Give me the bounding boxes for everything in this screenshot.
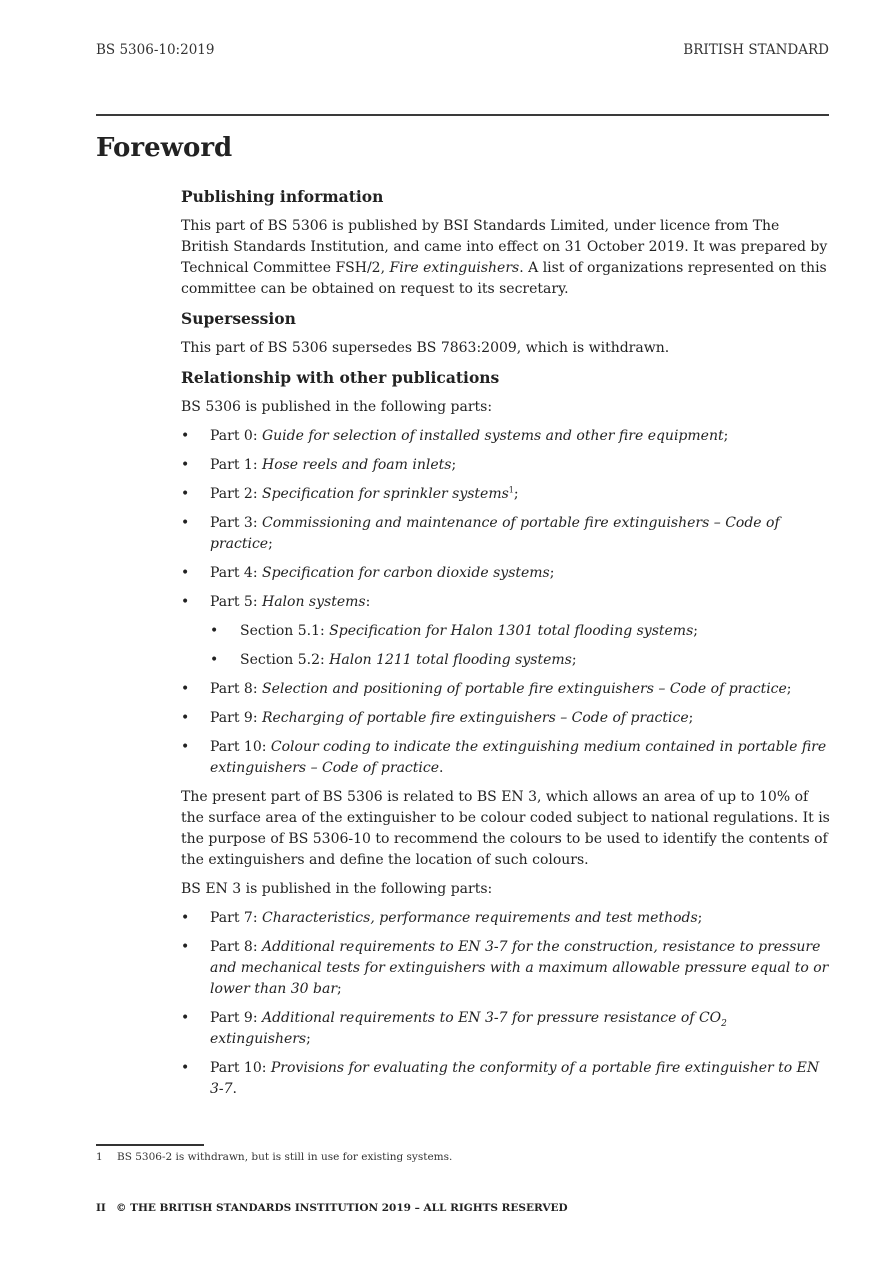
footnote <box>96 1151 452 1163</box>
committee-name: Fire extinguishers <box>389 260 520 276</box>
list-punctuation: . <box>439 760 444 776</box>
list-punctuation: ; <box>723 428 729 444</box>
header-divider <box>96 114 829 116</box>
part-number: Part 9: <box>210 1010 262 1026</box>
part-number: Part 1: <box>210 457 262 473</box>
part-title: Specification for sprinkler systems <box>261 486 509 502</box>
part-number: Part 0: <box>210 428 262 444</box>
part-number: Part 10: <box>210 739 271 755</box>
list-item <box>181 426 831 447</box>
supersession-heading: Supersession <box>181 309 296 328</box>
bs5306-parts-list <box>181 426 831 779</box>
halon-sections-list <box>210 621 831 671</box>
part-number: Part 8: <box>210 681 262 697</box>
page-number: II <box>96 1202 106 1214</box>
footnote-number: 1 <box>96 1151 103 1163</box>
part-number: Part 8: <box>210 939 262 955</box>
bs5306-parts-intro: BS 5306 is published in the following parts: <box>181 399 493 415</box>
part-number: Part 2: <box>210 486 262 502</box>
list-item <box>181 937 831 1000</box>
list-punctuation: ; <box>693 623 698 639</box>
footnote-text: BS 5306-2 is withdrawn, but is still in use for existing systems. <box>117 1151 453 1163</box>
list-punctuation: ; <box>786 681 792 697</box>
list-item <box>181 513 831 555</box>
list-item <box>181 563 831 584</box>
list-item <box>210 650 831 671</box>
en3-relationship-paragraph: The present part of BS 5306 is related to BS EN 3, which allows an area of up to 10% of the surface area of the extinguisher to be colour coded subject to national regulations. It is the purpose of BS 5306-10 to recommend the colours to be used to identify the contents of the extinguishers and define the location of such colours. <box>181 789 830 868</box>
part-title: Characteristics, performance requirements and test methods <box>261 910 698 926</box>
list-punctuation: ; <box>571 652 577 668</box>
list-punctuation: : <box>365 594 371 610</box>
header-standard-label: BRITISH STANDARD <box>683 42 829 58</box>
part-title: Specification for carbon dioxide systems <box>261 565 550 581</box>
page-footer <box>96 1202 568 1214</box>
publishing-text-2: . A list of organizations represented on this committee can be obtained on request to its secretary. <box>181 260 827 297</box>
publishing-paragraph <box>181 216 831 300</box>
publishing-heading: Publishing information <box>181 187 384 206</box>
section-number: Section 5.2: <box>240 652 330 668</box>
list-punctuation: ; <box>697 910 703 926</box>
part-title: Selection and positioning of portable fire extinguishers – Code of practice <box>261 681 787 697</box>
part-title-continued: extinguishers <box>210 1031 307 1047</box>
header-document-id: BS 5306-10:2019 <box>96 42 215 58</box>
publishing-text-1: This part of BS 5306 is published by BSI Standards Limited, under licence from The British Standards Institution, and came into effect on 31 October 2019. It was prepared by Technical Committee FSH/2, <box>181 218 828 276</box>
footnote-divider <box>96 1144 204 1146</box>
part-title: Additional requirements to EN 3-7 for pressure resistance of CO <box>261 1010 722 1026</box>
list-punctuation: . <box>232 1081 237 1097</box>
list-punctuation: ; <box>268 536 273 552</box>
part-title: Halon systems <box>261 594 366 610</box>
part-title: Additional requirements to EN 3-7 for the construction, resistance to pressure and mechanical tests for extinguishers with a maximum allowable pressure equal to or lower than 30 bar <box>210 939 829 997</box>
list-item <box>181 737 831 779</box>
copyright-notice: © THE BRITISH STANDARDS INSTITUTION 2019 – ALL RIGHTS RESERVED <box>116 1202 568 1214</box>
part-title: Hose reels and foam inlets <box>261 457 452 473</box>
part-number: Part 3: <box>210 515 262 531</box>
list-punctuation: ; <box>549 565 555 581</box>
part-title: Commissioning and maintenance of portable fire extinguishers – Code of practice <box>210 515 780 552</box>
list-item <box>210 621 831 642</box>
supersession-paragraph: This part of BS 5306 supersedes BS 7863:2009, which is withdrawn. <box>181 340 670 356</box>
list-punctuation: ; <box>306 1031 311 1047</box>
foreword-body <box>181 186 831 1108</box>
list-punctuation: ; <box>337 981 342 997</box>
part-number: Part 9: <box>210 710 262 726</box>
section-title: Specification for Halon 1301 total flooding systems <box>329 623 694 639</box>
list-punctuation: ; <box>688 710 694 726</box>
list-item <box>181 908 831 929</box>
page-title: Foreword <box>96 133 233 163</box>
list-item <box>181 679 831 700</box>
list-punctuation: ; <box>513 486 519 502</box>
footnote-reference[interactable]: 1 <box>508 485 514 495</box>
en3-parts-intro: BS EN 3 is published in the following parts: <box>181 881 493 897</box>
part-title: Colour coding to indicate the extinguishing medium contained in portable fire extinguishers – Code of practice <box>210 739 827 776</box>
section-title: Halon 1211 total flooding systems <box>329 652 572 668</box>
subscript: 2 <box>721 1018 727 1029</box>
part-number: Part 5: <box>210 594 262 610</box>
en3-parts-list <box>181 908 831 1100</box>
part-number: Part 7: <box>210 910 262 926</box>
list-item <box>181 484 831 505</box>
part-title: Recharging of portable fire extinguishers – Code of practice <box>261 710 689 726</box>
part-number: Part 4: <box>210 565 262 581</box>
part-title: Provisions for evaluating the conformity of a portable fire extinguisher to EN 3-7 <box>210 1060 820 1097</box>
list-item <box>181 1058 831 1100</box>
list-punctuation: ; <box>451 457 457 473</box>
section-number: Section 5.1: <box>240 623 330 639</box>
list-item <box>181 708 831 729</box>
part-title: Guide for selection of installed systems and other fire equipment <box>261 428 724 444</box>
list-item <box>181 592 831 671</box>
relationship-heading: Relationship with other publications <box>181 368 500 387</box>
part-number: Part 10: <box>210 1060 271 1076</box>
list-item <box>181 1008 831 1050</box>
list-item <box>181 455 831 476</box>
